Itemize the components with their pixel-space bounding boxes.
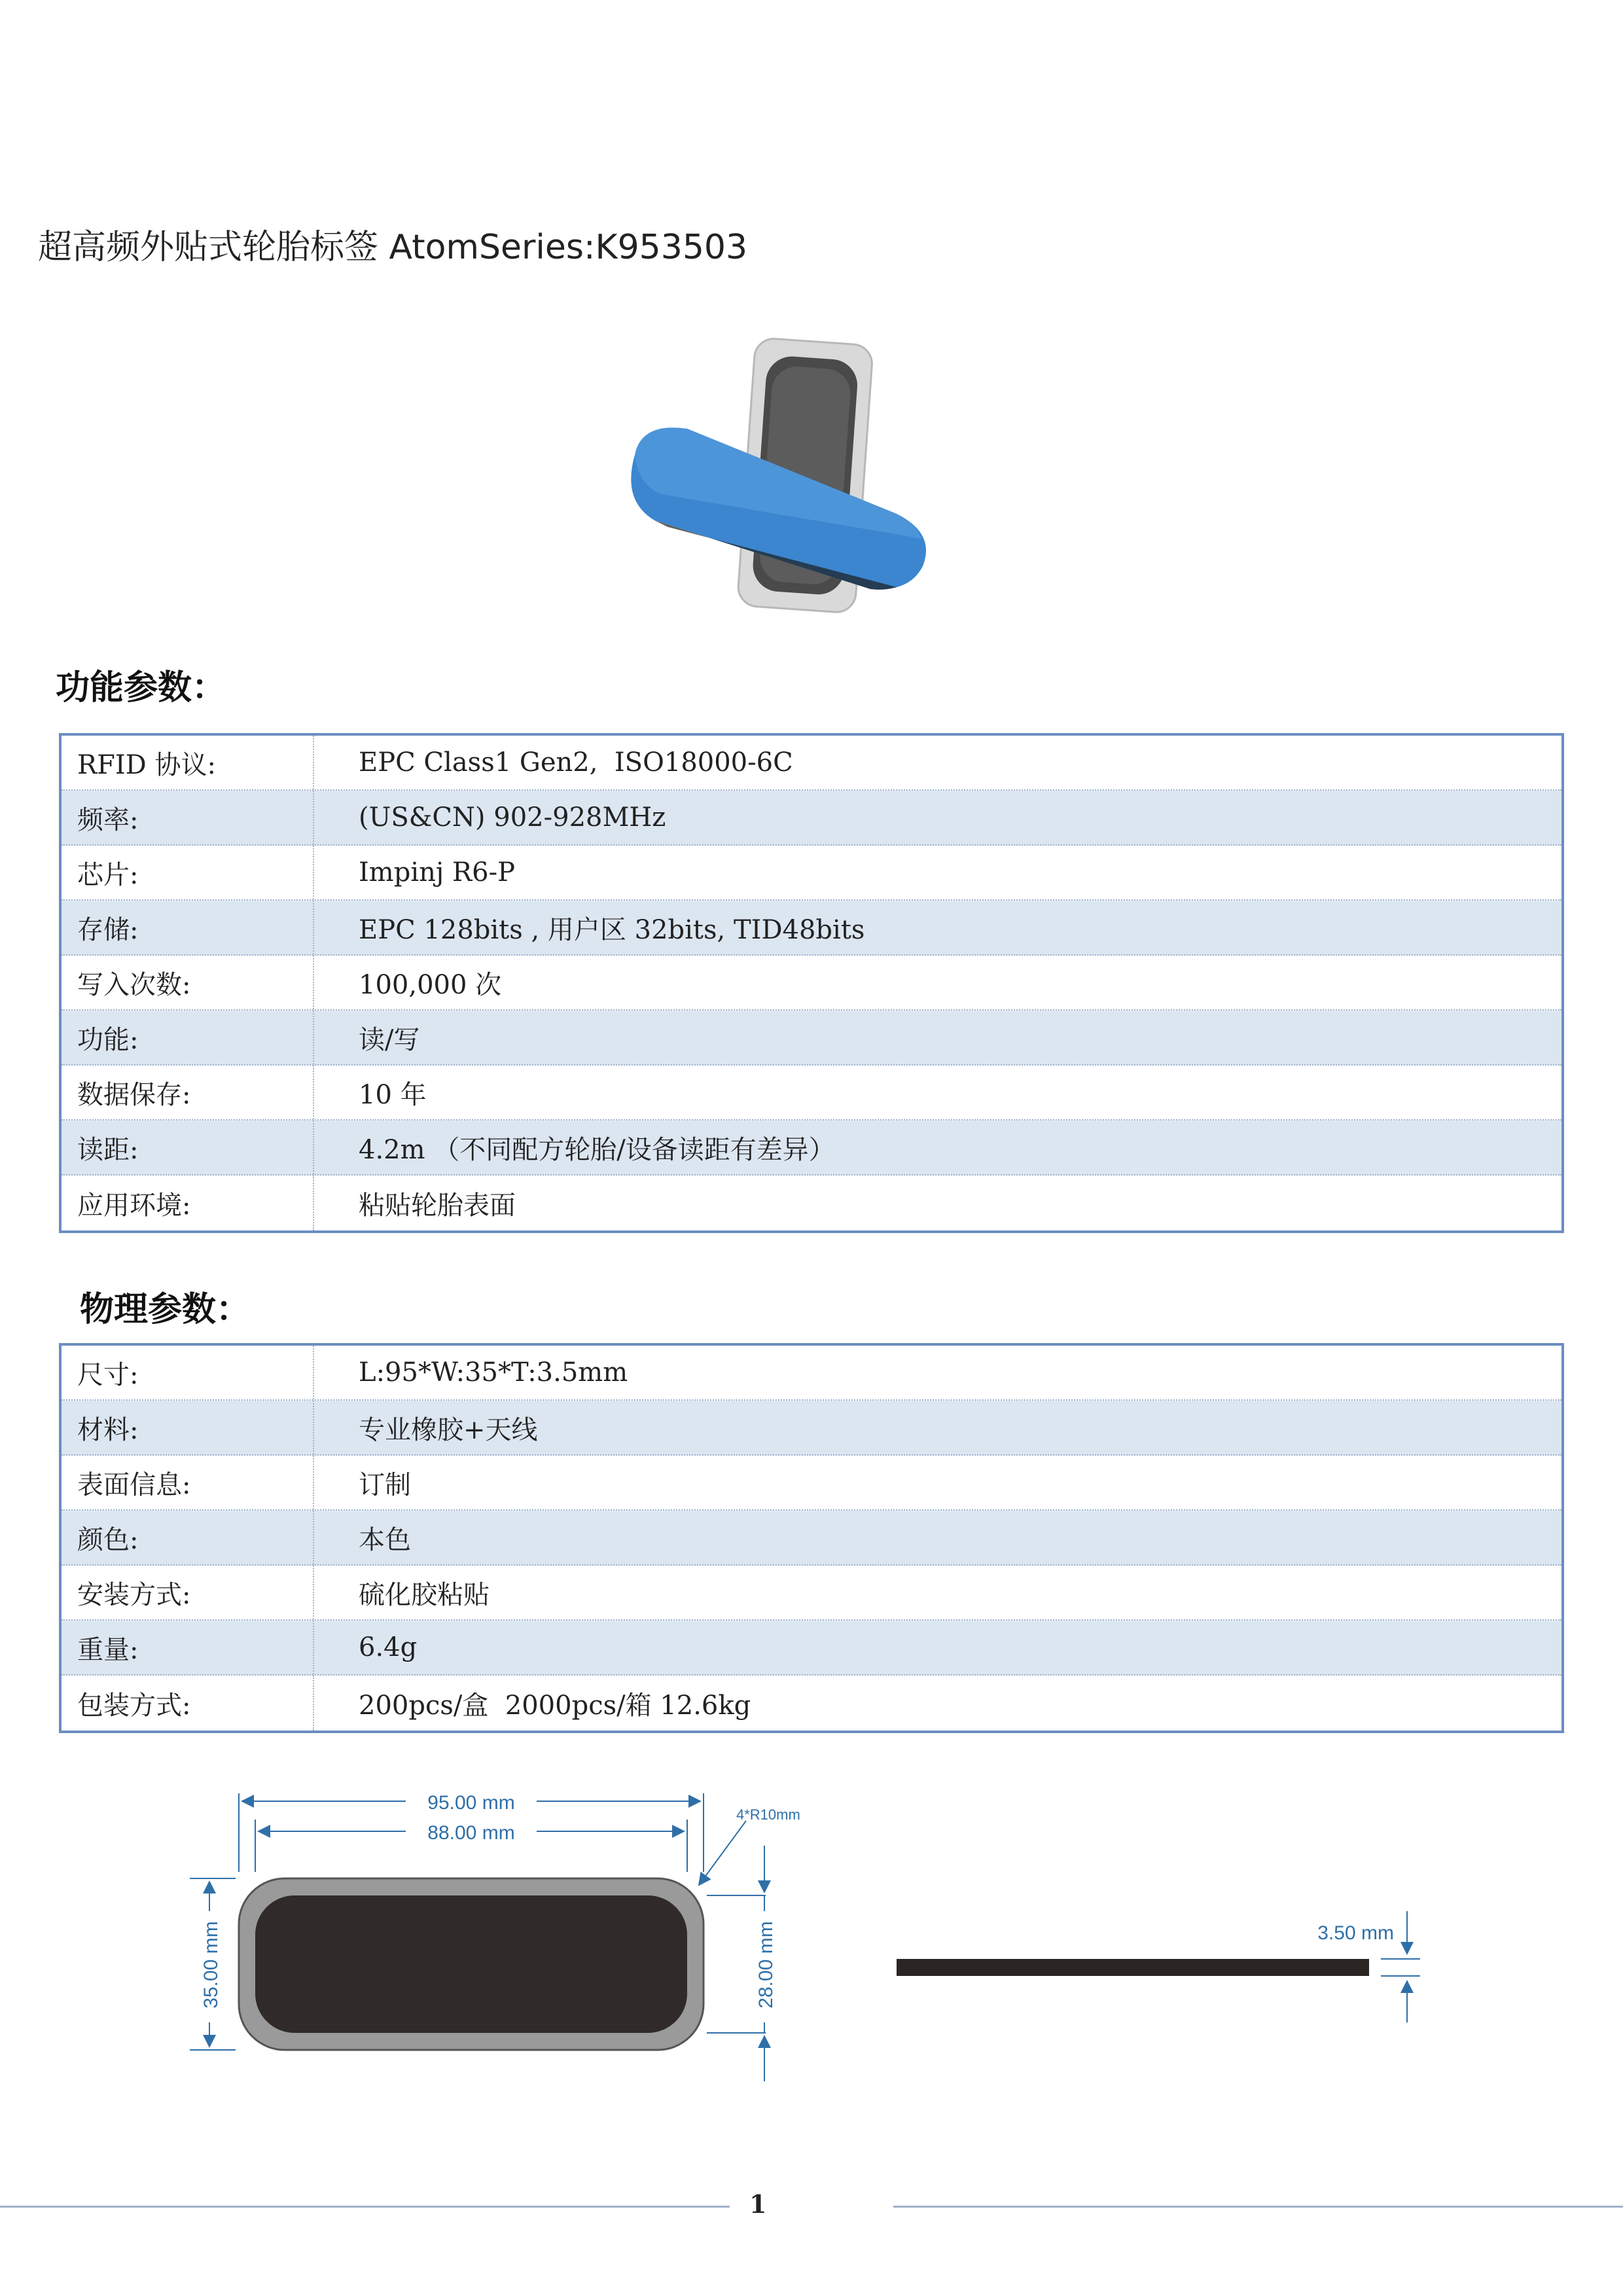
spec-label: 重量: xyxy=(62,1621,314,1674)
physical-params-heading: 物理参数： xyxy=(80,1290,251,1329)
spec-label: 安装方式: xyxy=(62,1566,314,1619)
inner-width-label: 28.00 mm xyxy=(755,1921,777,2009)
tag-inner-area xyxy=(255,1895,687,2033)
document-title: 超高频外贴式轮胎标签 AtomSeries:K953503 xyxy=(38,228,748,267)
spec-label: 应用环境: xyxy=(62,1175,314,1230)
spec-value: 本色 xyxy=(359,1524,411,1555)
spec-value: Impinj R6-P xyxy=(359,857,516,888)
table-row xyxy=(62,1066,1561,1121)
table-row xyxy=(62,1566,1561,1621)
physical-params-table xyxy=(59,1343,1564,1733)
spec-label: 功能: xyxy=(62,1011,314,1064)
spec-label: 存储: xyxy=(62,901,314,954)
spec-value: 10 年 xyxy=(359,1079,427,1110)
spec-label: 材料: xyxy=(62,1401,314,1454)
thickness-label: 3.50 mm xyxy=(1317,1922,1394,1944)
table-row xyxy=(62,1621,1561,1676)
spec-value: (US&CN) 902-928MHz xyxy=(359,802,666,833)
table-row xyxy=(62,1456,1561,1511)
spec-value: EPC Class1 Gen2, ISO18000-6C xyxy=(359,747,793,778)
table-row xyxy=(62,1121,1561,1175)
spec-value: 硫化胶粘贴 xyxy=(359,1579,490,1610)
spec-label: RFID 协议: xyxy=(62,736,314,789)
table-row xyxy=(62,1676,1561,1731)
table-row xyxy=(62,1401,1561,1456)
table-row xyxy=(62,956,1561,1011)
table-row xyxy=(62,846,1561,901)
spec-value: EPC 128bits , 用户区 32bits, TID48bits xyxy=(359,914,865,945)
table-row xyxy=(62,736,1561,791)
spec-label: 读距: xyxy=(62,1121,314,1174)
spec-value: L:95*W:35*T:3.5mm xyxy=(359,1357,628,1388)
spec-value: 200pcs/盒 2000pcs/箱 12.6kg xyxy=(359,1690,751,1721)
spec-value: 订制 xyxy=(359,1469,411,1500)
product-photo xyxy=(609,331,949,625)
outer-width-label: 35.00 mm xyxy=(200,1921,222,2009)
dimension-drawing xyxy=(190,1780,1453,2094)
table-row xyxy=(62,901,1561,956)
spec-value: 100,000 次 xyxy=(359,969,502,1000)
table-row xyxy=(62,1175,1561,1230)
footer-divider-right xyxy=(893,2206,1623,2208)
spec-value: 读/写 xyxy=(359,1024,420,1055)
functional-params-table xyxy=(59,733,1564,1233)
spec-label: 包装方式: xyxy=(62,1676,314,1731)
tag-side-view xyxy=(897,1959,1369,1976)
corner-radius-label: 4*R10mm xyxy=(736,1806,800,1823)
table-row xyxy=(62,1511,1561,1566)
spec-value: 4.2m （不同配方轮胎/设备读距有差异） xyxy=(359,1134,835,1165)
functional-params-heading: 功能参数： xyxy=(56,668,226,708)
page-number: 1 xyxy=(749,2189,767,2219)
spec-label: 写入次数: xyxy=(62,956,314,1009)
spec-label: 尺寸: xyxy=(62,1346,314,1399)
table-row xyxy=(62,791,1561,846)
table-row xyxy=(62,1011,1561,1066)
spec-value: 专业橡胶+天线 xyxy=(359,1414,538,1445)
spec-label: 数据保存: xyxy=(62,1066,314,1119)
inner-length-label: 88.00 mm xyxy=(427,1822,515,1844)
spec-value: 粘贴轮胎表面 xyxy=(359,1190,516,1221)
spec-label: 芯片: xyxy=(62,846,314,899)
spec-value: 6.4g xyxy=(359,1632,418,1662)
footer-divider-left xyxy=(0,2206,730,2208)
spec-label: 颜色: xyxy=(62,1511,314,1564)
spec-label: 频率: xyxy=(62,791,314,844)
table-row xyxy=(62,1346,1561,1401)
spec-label: 表面信息: xyxy=(62,1456,314,1509)
outer-length-label: 95.00 mm xyxy=(427,1792,515,1814)
